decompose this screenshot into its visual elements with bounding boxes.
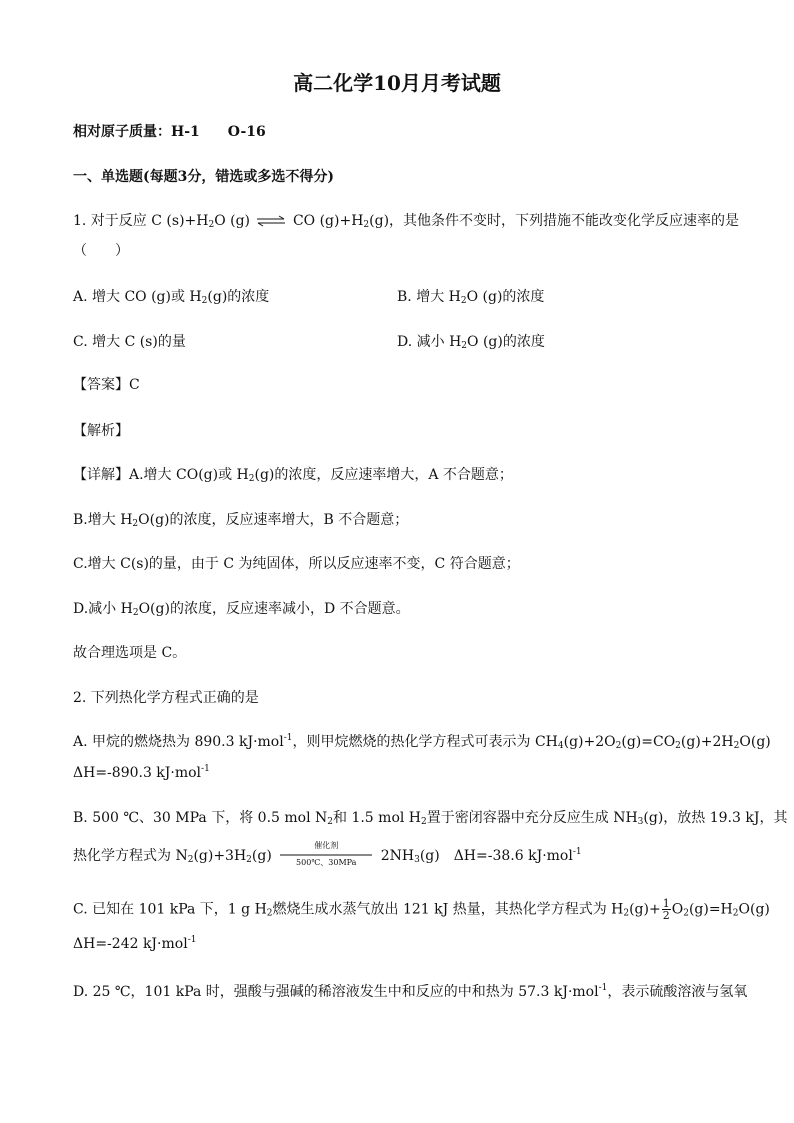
question-1-detail-d: D.减小 $H_2O(g)$的浓度，反应速率减小，D 不合题意。 <box>73 601 410 618</box>
question-1-option-c: C. 增大 C (s)的量 <box>73 334 186 350</box>
question-1-detail-a: 【详解】A.增大 CO(g)或 $H_2(g)$的浓度，反应速率增大，A 不合题意； <box>73 467 513 484</box>
condition-label: 500℃、30MPa <box>296 858 357 867</box>
question-1-stem: 1. 对于反应 C $(s)+H_2O$ (g) CO $(g)+H_2(g)$，其他条件不变时，下列措施不能改变化学反应速率的是 <box>73 213 740 230</box>
reaction-conditions-arrow <box>280 843 372 869</box>
question-1-analysis-label: 【解析】 <box>73 423 129 439</box>
question-1-option-b: B. 增大 $H_2O$ (g)的浓度 <box>397 289 545 306</box>
question-1-option-a: A. 增大 CO (g)或 $H_2(g)$的浓度 <box>73 289 270 306</box>
question-1-option-d: D. 减小 $H_2O$ (g)的浓度 <box>397 334 545 351</box>
question-2-stem: 2. 下列热化学方程式正确的是 <box>73 690 259 706</box>
section-heading: 一、单选题(每题3分，错选或多选不得分) <box>73 169 334 185</box>
question-2-option-a-line-1: A. 甲烷的燃烧热为 890.3 kJ·mol$^{-1}$，则甲烷燃烧的热化学方程式可表示为 $CH_4(g)+2O_2(g)=CO_2(g)+2H_2O(g)$ <box>73 733 771 751</box>
question-2-option-c-line-1: C. 已知在 101 kPa 下，1 g $H_2$燃烧生成水蒸气放出 121 kJ 热量，其热化学方程式为 $H_2(g)+$ $\frac{1}{2}$ $O_2(g)=H_2O(g)$ <box>73 897 770 922</box>
question-2-option-a-line-2: ΔH=-890.3 kJ·mol$^{-1}$ <box>73 764 210 781</box>
question-1-paren: （ ） <box>73 243 129 259</box>
question-2-option-c-line-2: ΔH=-242 kJ·mol$^{-1}$ <box>73 935 197 952</box>
question-1-detail-b: B.增大 $H_2O(g)$的浓度，反应速率增大，B 不合题意； <box>73 512 409 529</box>
question-2-option-b-line-2: 热化学方程式为 $N_2(g)+3H_2(g)$ 催化剂 500℃、30MPa $2NH_3(g)$ ΔH=-38.6 kJ·mol$^{-1}$ <box>73 841 582 867</box>
atomic-mass-line: 相对原子质量：H-1 O-16 <box>73 124 266 140</box>
page-title: 高二化学10月月考试题 <box>293 71 501 95</box>
question-1-conclusion: 故合理选项是 C。 <box>73 645 187 661</box>
question-1-detail-c: C.增大 C(s)的量，由于 C 为纯固体，所以反应速率不变，C 符合题意； <box>73 556 520 572</box>
one-half-fraction: $\frac{1}{2}$ <box>662 897 670 922</box>
question-1-answer: 【答案】C <box>73 377 140 393</box>
equilibrium-arrow-icon <box>256 215 286 227</box>
catalyst-label: 催化剂 <box>314 841 339 850</box>
reversible-arrow-icon <box>280 854 372 856</box>
question-2-option-d-line-1: D. 25 ℃，101 kPa 时，强酸与强碱的稀溶液发生中和反应的中和热为 57.3 kJ·mol$^{-1}$，表示硫酸溶液与氢氧 <box>73 983 748 1000</box>
question-2-option-b-line-1: B. 500 ℃、30 MPa 下，将 0.5 mol $N_2$和 1.5 mol $H_2$置于密闭容器中充分反应生成 $NH_3(g)$，放热 19.3 kJ，其 <box>73 810 788 827</box>
